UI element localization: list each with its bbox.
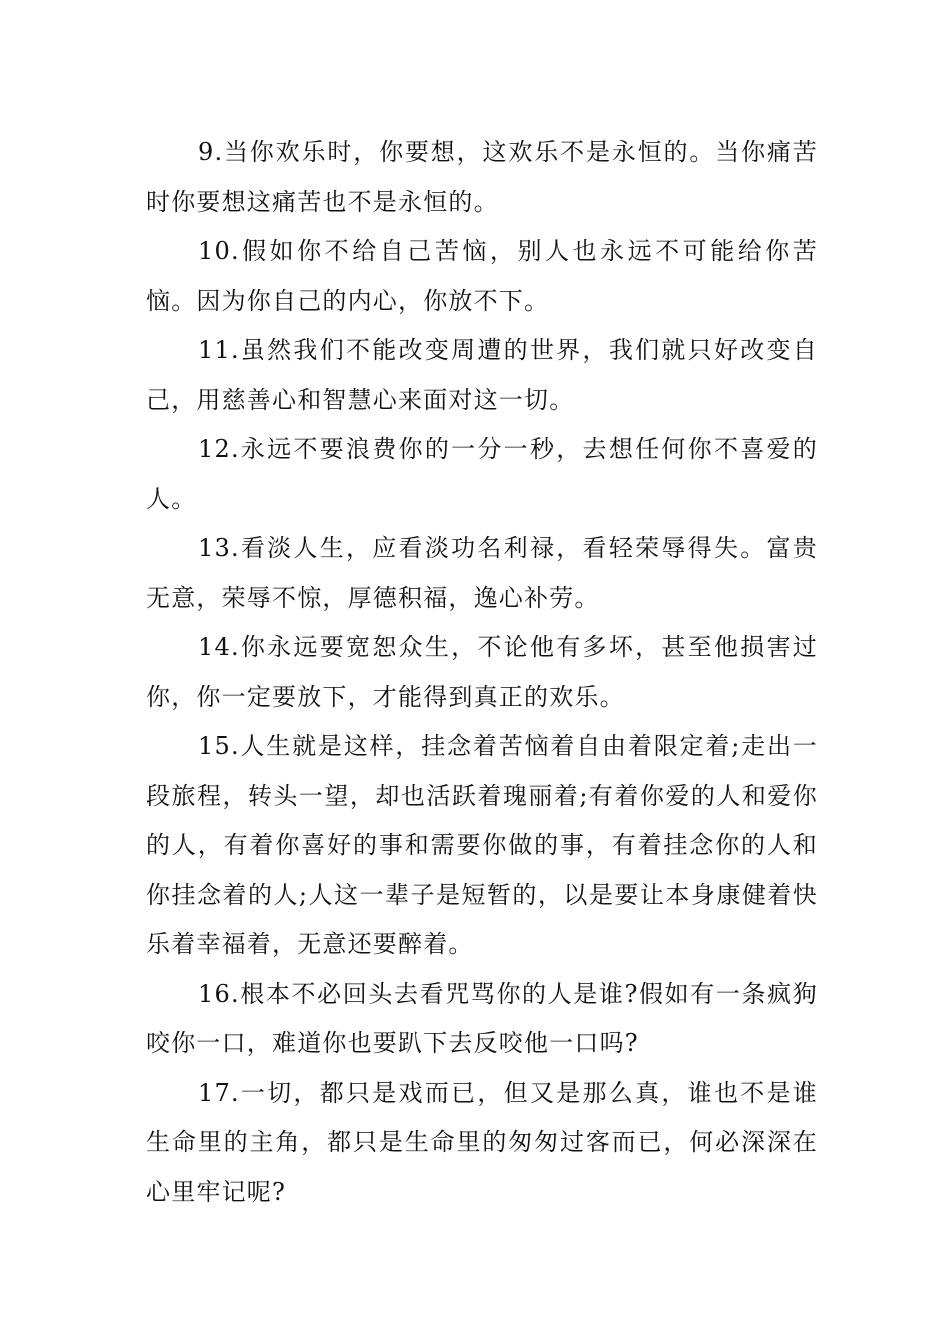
paragraph-15: 15.人生就是这样，挂念着苦恼着自由着限定着;走出一段旅程，转头一望，却也活跃着瑰丽着;有着你爱的人和爱你的人，有着你喜好的事和需要你做的事，有着挂念你的人和你挂念着的人;人这一辈子是短暂的，以是要让本身康健着快乐着幸福着，无意还要醉着。 [146,732,818,958]
paragraph-14: 14.你永远要宽恕众生，不论他有多坏，甚至他损害过你，你一定要放下，才能得到真正的欢乐。 [146,633,818,711]
paragraph-17: 17.一切，都只是戏而已，但又是那么真，谁也不是谁生命里的主角，都只是生命里的匆匆过客而已，何必深深在心里牢记呢? [146,1078,818,1206]
paragraph-12: 12.永远不要浪费你的一分一秒，去想任何你不喜爱的人。 [146,435,818,513]
paragraph-13: 13.看淡人生，应看淡功名利禄，看轻荣辱得失。富贵无意，荣辱不惊，厚德积福，逸心补劳。 [146,534,818,612]
paragraph-11: 11.虽然我们不能改变周遭的世界，我们就只好改变自己，用慈善心和智慧心来面对这一切。 [146,336,818,414]
document-body [146,128,818,1217]
paragraph-9: 9.当你欢乐时，你要想，这欢乐不是永恒的。当你痛苦时你要想这痛苦也不是永恒的。 [146,138,818,216]
paragraph-10: 10.假如你不给自己苦恼，别人也永远不可能给你苦恼。因为你自己的内心，你放不下。 [146,237,818,315]
paragraph-16: 16.根本不必回头去看咒骂你的人是谁?假如有一条疯狗咬你一口，难道你也要趴下去反咬他一口吗? [146,979,818,1057]
